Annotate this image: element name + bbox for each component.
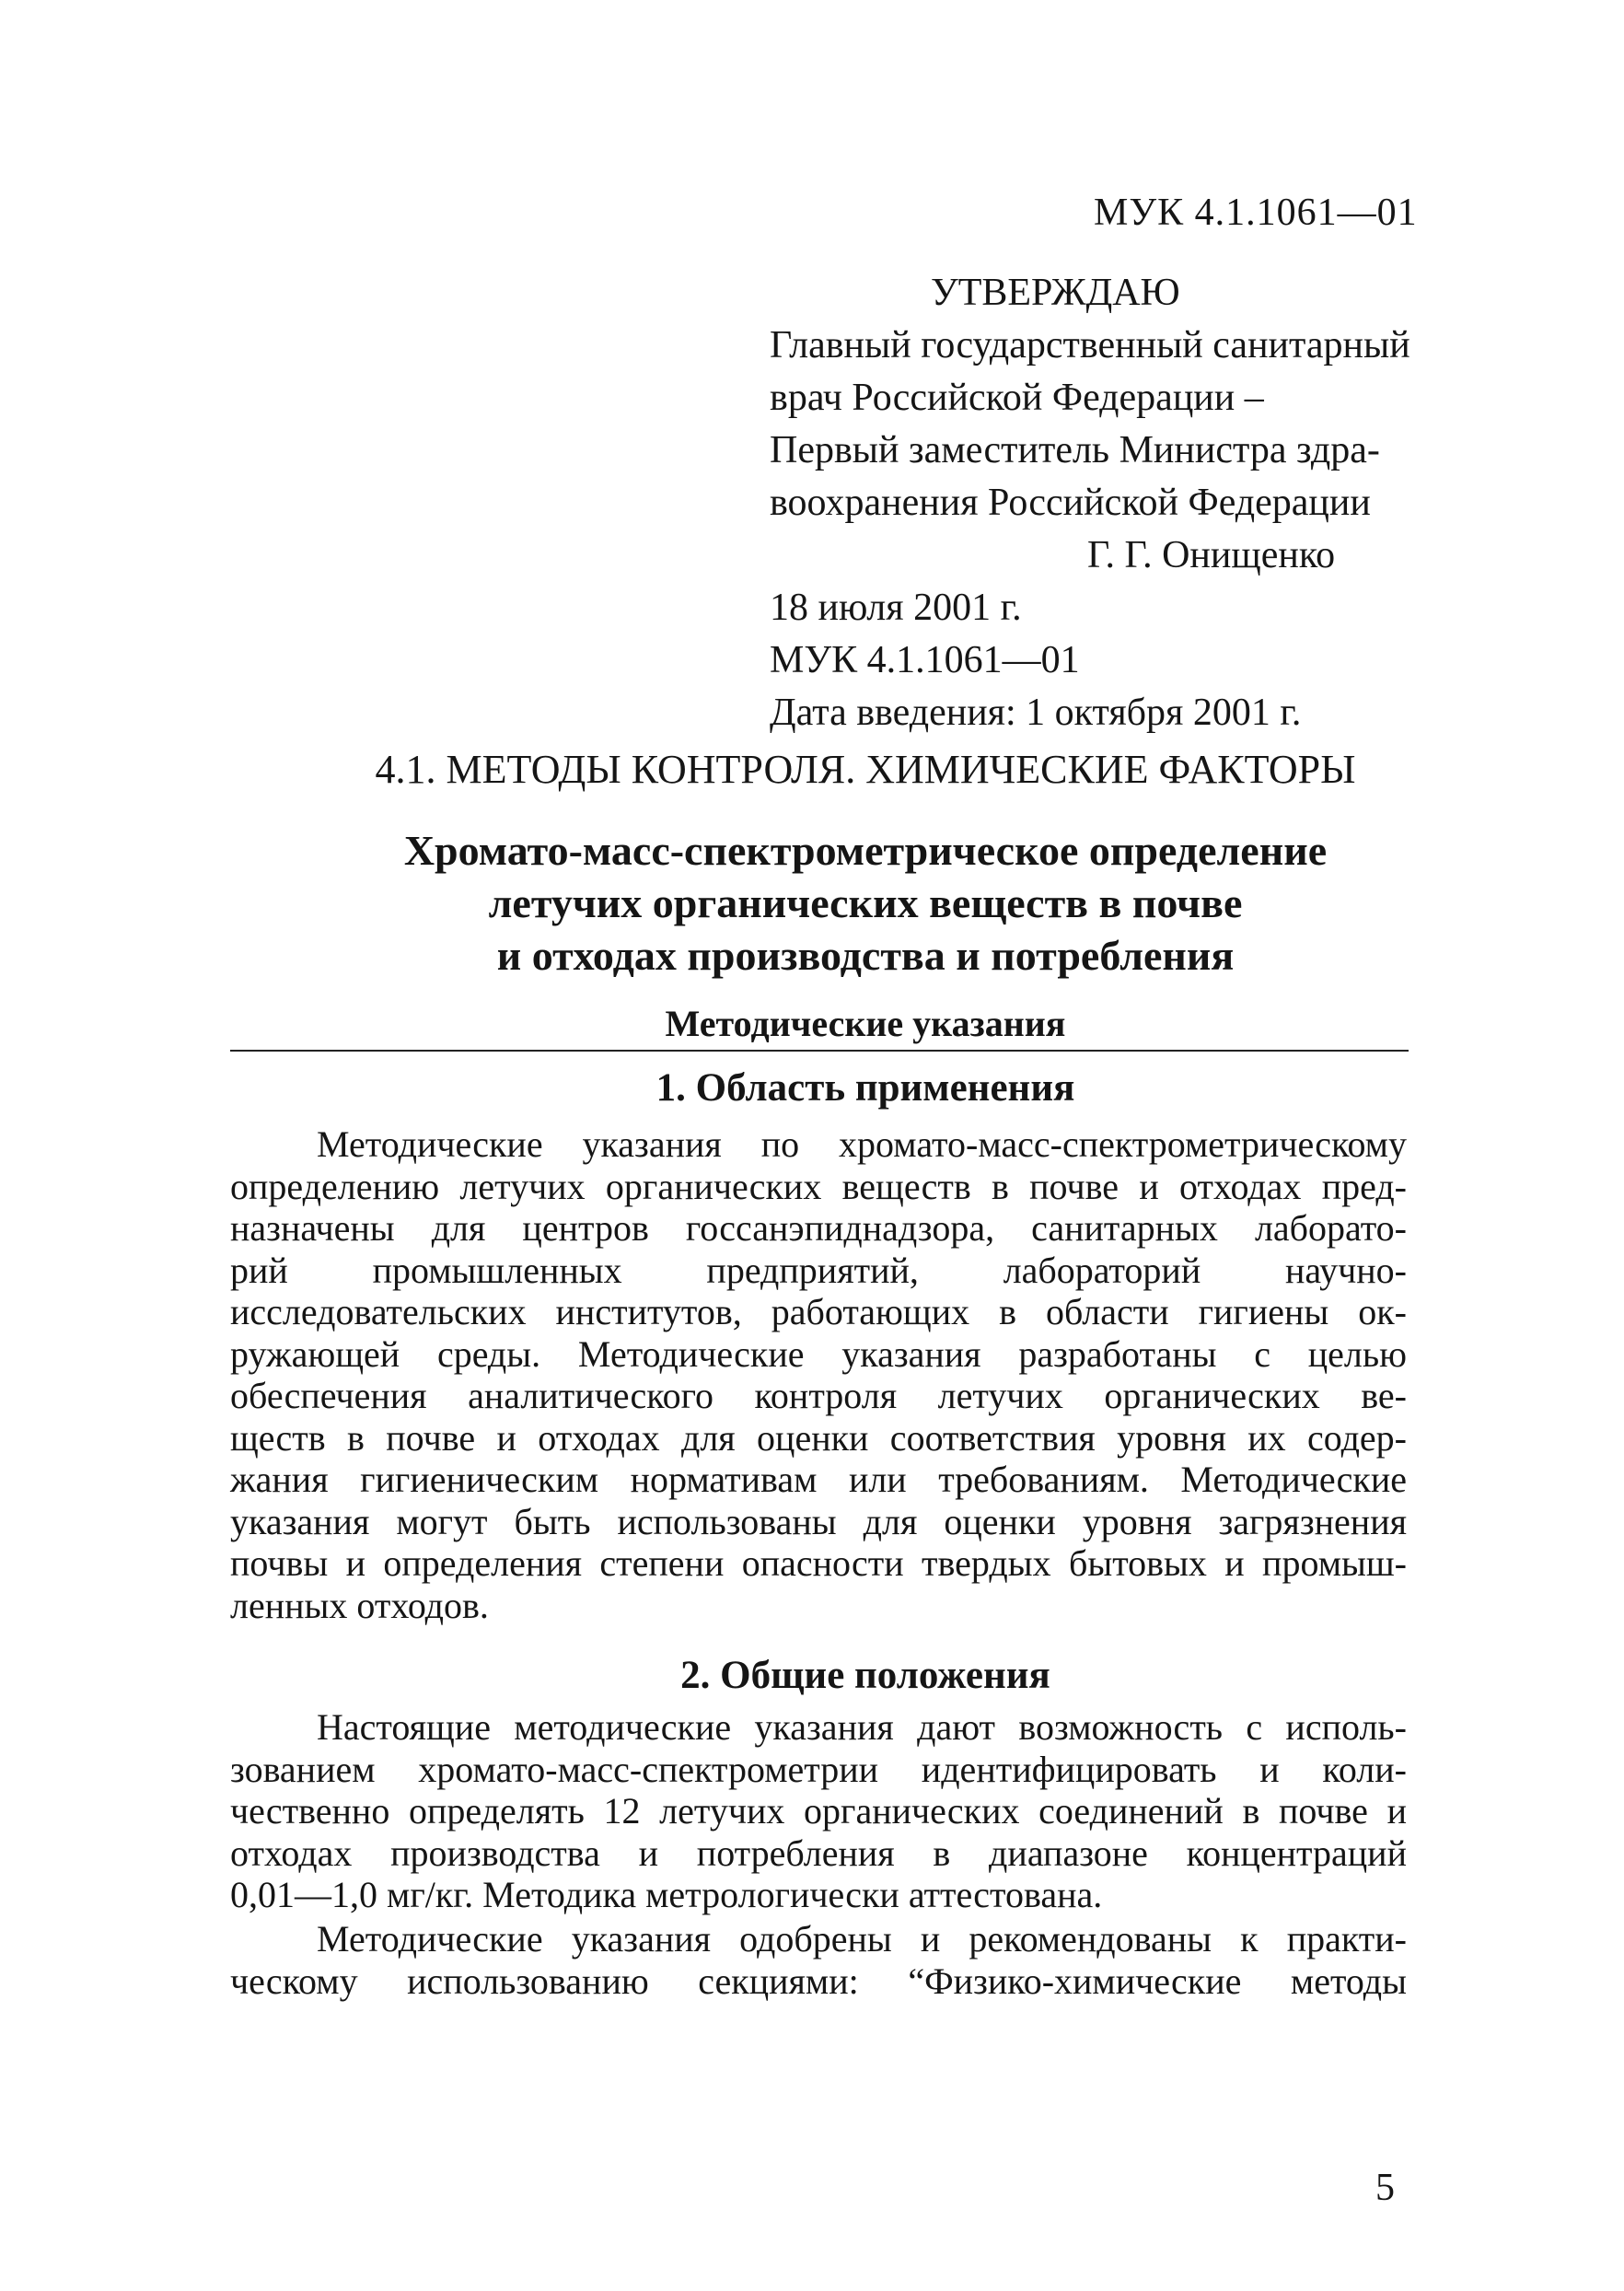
- paragraph-line: жания гигиеническим нормативам или требованиям. Методические: [230, 1459, 1407, 1500]
- approval-line: воохранения Российской Федерации: [770, 482, 1371, 524]
- paragraph-line: определению летучих органических веществ в почве и отходах пред-: [230, 1165, 1407, 1207]
- paragraph-line: Настоящие методические указания дают возможность с исполь-: [317, 1706, 1407, 1748]
- approval-signatory: Г. Г. Онищенко: [1087, 534, 1336, 576]
- section-1-paragraph: [230, 1123, 1407, 1626]
- paragraph-line: ществ в почве и отходах для оценки соответствия уровня их содер-: [230, 1416, 1407, 1459]
- page-number: 5: [1375, 2167, 1395, 2209]
- section-2-paragraph-1: [230, 1706, 1407, 1916]
- paragraph-line: 0,01—1,0 мг/кг. Методика метрологически аттестована.: [230, 1874, 1103, 1915]
- section-1-heading: 1. Область применения: [655, 1066, 1075, 1110]
- paragraph-line: обеспечения аналитического контроля летучих органических ве-: [230, 1375, 1407, 1416]
- approval-date: 18 июля 2001 г.: [770, 587, 1022, 629]
- paragraph-line: указания могут быть использованы для оценки уровня загрязнения: [230, 1500, 1407, 1542]
- title-line: и отходах производства и потребления: [496, 932, 1235, 979]
- paragraph-line: Методические указания по хромато-масс-спектрометрическому: [317, 1123, 1407, 1165]
- document-subtitle: Методические указания: [665, 1003, 1066, 1044]
- horizontal-rule: [230, 1050, 1409, 1052]
- paragraph-line: ческому использованию секциями: “Физико-химические методы: [230, 1960, 1407, 2002]
- effective-date: Дата введения: 1 октября 2001 г.: [770, 692, 1302, 734]
- approval-line: Главный государственный санитарный: [770, 324, 1410, 366]
- approval-title: УТВЕРЖДАЮ: [931, 272, 1180, 314]
- approval-line: врач Российской Федерации –: [770, 377, 1264, 419]
- section-2-paragraph-2: [230, 1918, 1407, 2002]
- approval-code: МУК 4.1.1061—01: [770, 639, 1080, 681]
- paragraph-line: ленных отходов.: [230, 1584, 489, 1626]
- section-2-heading: 2. Общие положения: [680, 1654, 1050, 1697]
- paragraph-line: ружающей среды. Методические указания разработаны с целью: [230, 1332, 1407, 1375]
- paragraph-line: рий промышленных предприятий, лабораторий научно-: [230, 1249, 1407, 1291]
- document-title: [0, 824, 1624, 982]
- approval-block: [770, 267, 1598, 739]
- paragraph-line: чественно определять 12 летучих органических соединений в почве и: [230, 1790, 1407, 1832]
- paragraph-line: Методические указания одобрены и рекомендованы к практи-: [317, 1918, 1407, 1960]
- document-code-header: МУК 4.1.1061—01: [1094, 192, 1418, 234]
- paragraph-line: отходах производства и потребления в диапазоне концентраций: [230, 1832, 1407, 1874]
- paragraph-line: зованием хромато-масс-спектрометрии идентифицировать и коли-: [230, 1748, 1407, 1790]
- paragraph-line: почвы и определения степени опасности твердых бытовых и промыш-: [230, 1542, 1407, 1584]
- paragraph-line: назначены для центров госсанэпиднадзора, санитарных лаборато-: [230, 1207, 1407, 1249]
- section-heading: 4.1. МЕТОДЫ КОНТРОЛЯ. ХИМИЧЕСКИЕ ФАКТОРЫ: [375, 747, 1356, 792]
- approval-line: Первый заместитель Министра здра-: [770, 429, 1380, 471]
- title-line: Хромато-масс-спектрометрическое определение: [403, 827, 1328, 874]
- paragraph-line: исследовательских институтов, работающих в области гигиены ок-: [230, 1291, 1407, 1332]
- title-line: летучих органических веществ в почве: [488, 879, 1243, 926]
